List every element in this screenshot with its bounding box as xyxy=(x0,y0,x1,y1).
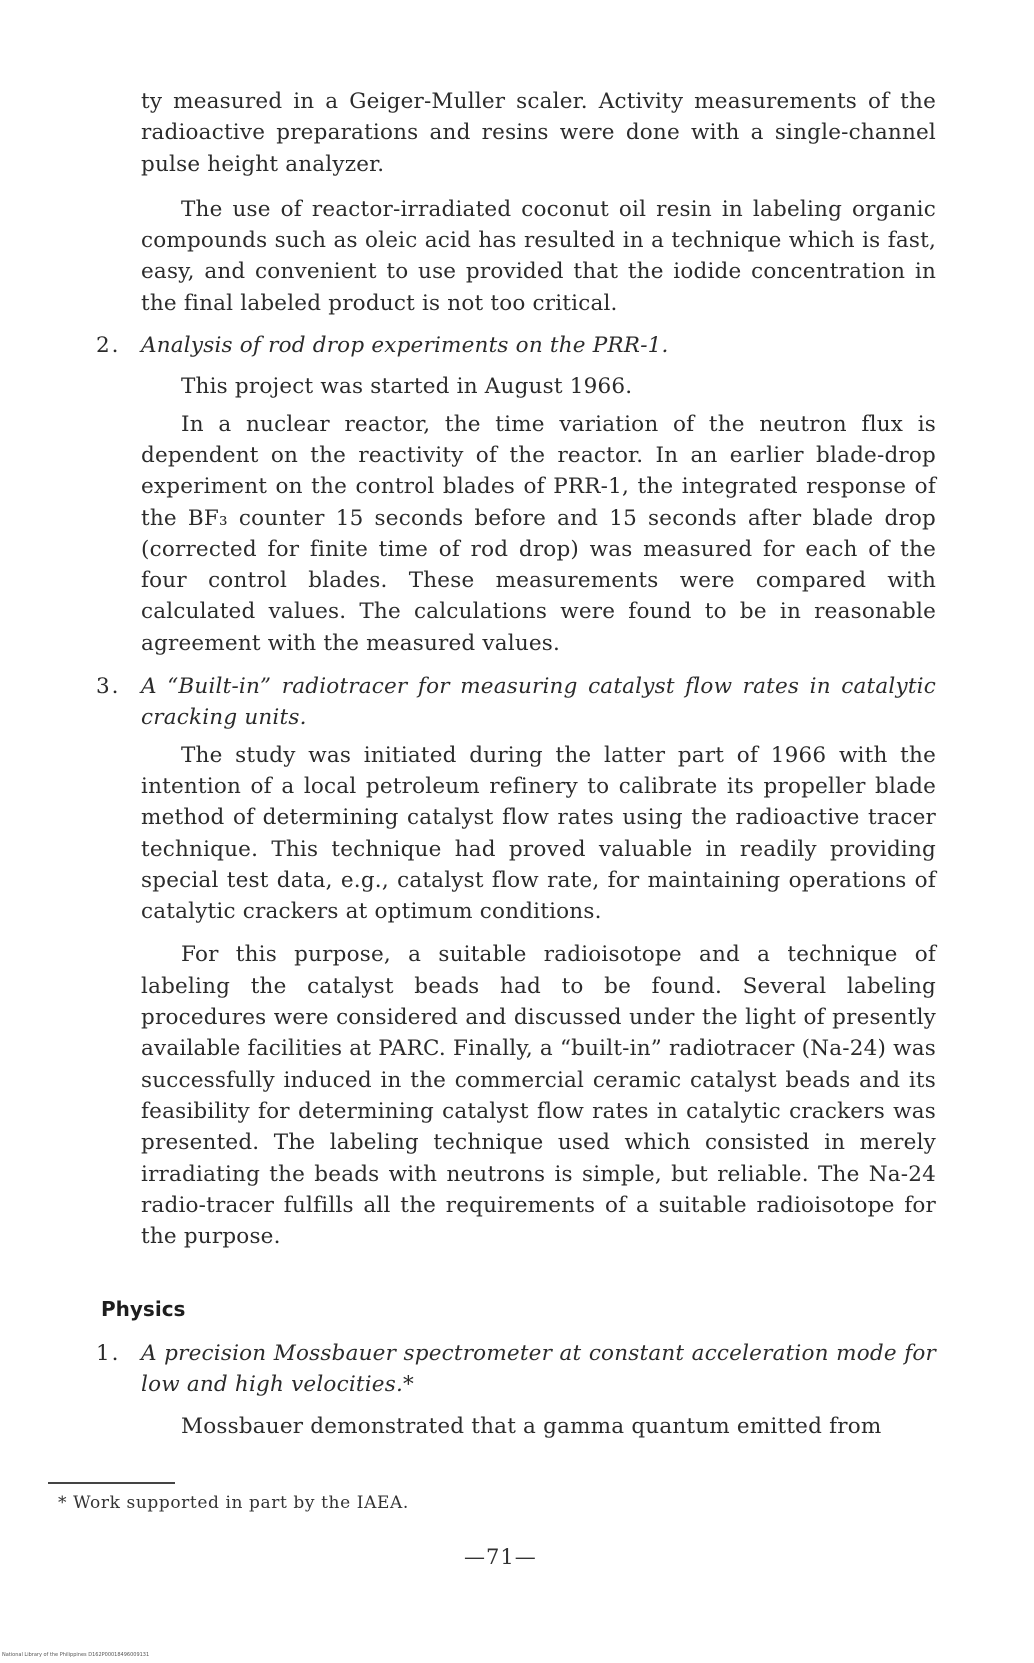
item-2-paragraph-2: In a nuclear reactor, the time variation of the neutron flux is dependent on the reactivity of the reactor. In an earlier blade-drop experiment on the control blades of PRR-1, the integrated response of the BF₃ counter 15 seconds before and 15 seconds after blade drop (corrected for finite time of rod drop) was measured for each of the four control blades. These measurements were compared with calculated values. The calculations were found to be in reasonable agreement with the measured values. xyxy=(141,411,936,656)
item-2-paragraph-1: This project was started in August 1966. xyxy=(181,374,633,400)
continuation-paragraph: ty measured in a Geiger-Muller scaler. Activity measurements of the radioactive preparations and resins were done with a single-channel pulse height analyzer. xyxy=(141,89,936,177)
item-3-title: A “Built-in” radiotracer for measuring catalyst flow rates in catalytic cracking units. xyxy=(141,674,936,731)
item-3-paragraph-2: For this purpose, a suitable radioisotope and a technique of labeling the catalyst beads had to be found. Several labeling procedures were considered and discussed under the light of presently available facilities at PARC. Finally, a “built-in” radiotracer (Na-24) was successfully induced in the commercial ceramic catalyst beads and its feasibility for determining catalyst flow rates in catalytic crackers was presented. The labeling technique used which consisted in merely irradiating the beads with neutrons is simple, but reliable. The Na-24 radio-tracer fulfills all the requirements of a suitable radioisotope for the purpose. xyxy=(141,942,936,1250)
item-3-paragraph-1: The study was initiated during the latter part of 1966 with the intention of a local petroleum refinery to calibrate its propeller blade method of determining catalyst flow rates using the radioactive tracer technique. This technique had proved valuable in readily providing special test data, e.g., catalyst flow rate, for maintaining operations of catalytic crackers at optimum conditions. xyxy=(141,742,936,925)
coconut-resin-paragraph: The use of reactor-irradiated coconut oil resin in labeling organic compounds such as oleic acid has resulted in a technique which is fast, easy, and convenient to use provided that the iodide concentration in the final labeled product is not too critical. xyxy=(141,196,936,316)
item-3-number: 3. xyxy=(96,674,121,700)
footnote-divider xyxy=(48,1482,175,1484)
physics-item-1-title: A precision Mossbauer spectrometer at constant acceleration mode for low and high velocities.* xyxy=(141,1341,936,1398)
physics-heading: Physics xyxy=(101,1297,186,1321)
page-number: —71— xyxy=(464,1545,537,1569)
physics-item-1-paragraph: Mossbauer demonstrated that a gamma quantum emitted from xyxy=(181,1413,882,1439)
physics-item-1 xyxy=(96,1338,936,1401)
item-3 xyxy=(96,671,936,734)
item-2 xyxy=(96,330,936,361)
library-stamp: National Library of the Philippines D162P00018496009131 xyxy=(2,1652,150,1658)
upper-text-block xyxy=(96,86,936,1252)
physics-item-1-number: 1. xyxy=(96,1341,121,1366)
item-2-title: Analysis of rod drop experiments on the PRR-1. xyxy=(141,333,669,359)
item-2-number: 2. xyxy=(96,333,121,359)
physics-text-block xyxy=(96,1338,936,1442)
footnote: * Work supported in part by the IAEA. xyxy=(58,1493,409,1513)
